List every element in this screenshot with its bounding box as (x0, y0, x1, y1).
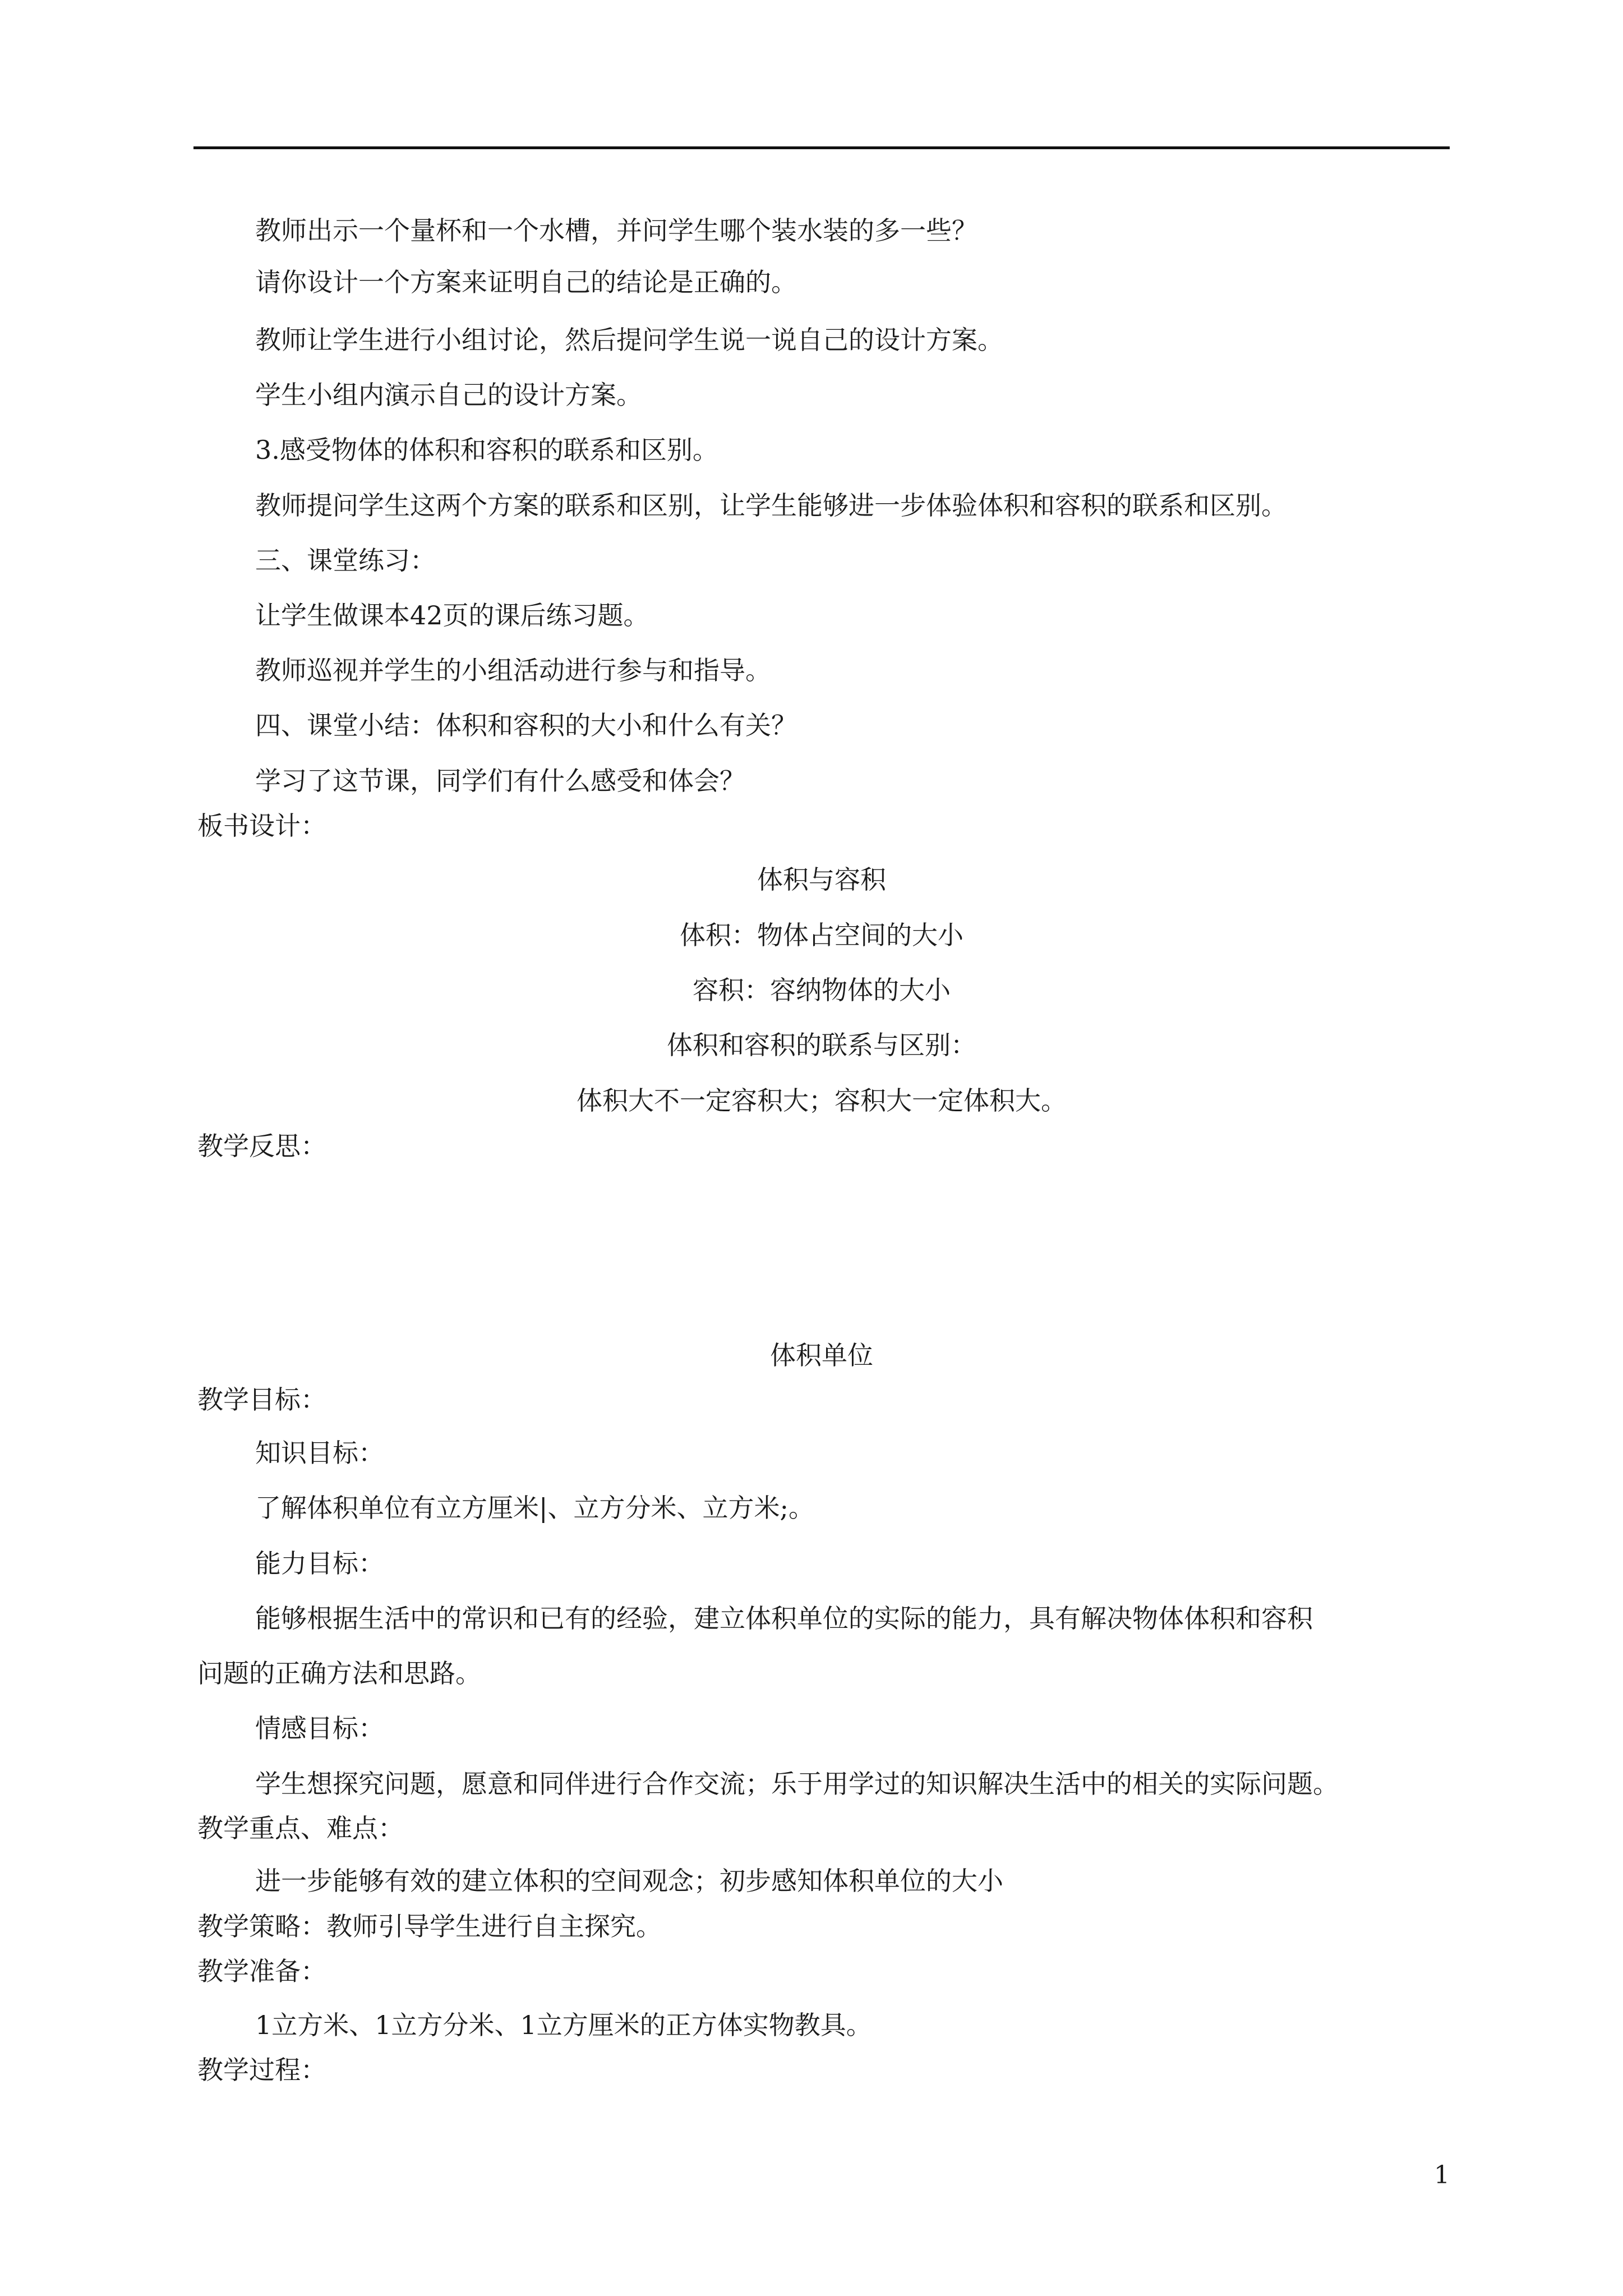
strategy-text: 教学策略：教师引导学生进行自主探究。 (197, 1911, 662, 1941)
page-number: 1 (1434, 2161, 1450, 2189)
board-title: 体积与容积 (757, 864, 886, 895)
ability-text-continued: 问题的正确方法和思路。 (197, 1658, 481, 1688)
header-rule (193, 146, 1450, 149)
paragraph: 教师巡视并学生的小组活动进行参与和指导。 (255, 655, 771, 685)
paragraph: 让学生做课本42页的课后练习题。 (255, 600, 649, 631)
paragraph: 教师让学生进行小组讨论，然后提问学生说一说自己的设计方案。 (255, 325, 1003, 355)
paragraph: 教师提问学生这两个方案的联系和区别，让学生能够进一步体验体积和容积的联系和区别。 (255, 490, 1287, 521)
section-heading: 四、课堂小结：体积和容积的大小和什么有关？ (255, 710, 797, 740)
process-label: 教学过程： (197, 2055, 326, 2085)
paragraph: 请你设计一个方案来证明自己的结论是正确的。 (255, 267, 797, 297)
paragraph: 教师出示一个量杯和一个水槽，并问学生哪个装水装的多一些？ (255, 215, 978, 246)
emotion-label: 情感目标： (255, 1713, 384, 1743)
paragraph: 3.感受物体的体积和容积的联系和区别。 (255, 435, 718, 465)
emotion-text: 学生想探究问题，愿意和同伴进行合作交流；乐于用学过的知识解决生活中的相关的实际问题。 (255, 1769, 1339, 1799)
preparation-label: 教学准备： (197, 1956, 326, 1986)
key-points-label: 教学重点、难点： (197, 1813, 404, 1843)
paragraph: 学习了这节课，同学们有什么感受和体会？ (255, 766, 745, 796)
paragraph: 学生小组内演示自己的设计方案。 (255, 380, 642, 410)
board-line: 体积：物体占空间的大小 (680, 920, 963, 950)
knowledge-label: 知识目标： (255, 1438, 384, 1468)
goals-label: 教学目标： (197, 1384, 326, 1415)
board-line: 容积：容纳物体的大小 (693, 975, 951, 1005)
ability-text: 能够根据生活中的常识和已有的经验，建立体积单位的实际的能力，具有解决物体体积和容积 (255, 1603, 1313, 1634)
knowledge-text: 了解体积单位有立方厘米|、立方分米、立方米;。 (255, 1493, 814, 1523)
key-points-text: 进一步能够有效的建立体积的空间观念；初步感知体积单位的大小 (255, 1866, 1003, 1896)
board-design-label: 板书设计： (197, 811, 326, 841)
preparation-text: 1立方米、1立方分米、1立方厘米的正方体实物教具。 (255, 2010, 872, 2040)
section-heading: 三、课堂练习： (255, 545, 436, 576)
reflection-label: 教学反思： (197, 1131, 326, 1161)
board-line: 体积大不一定容积大；容积大一定体积大。 (577, 1085, 1067, 1116)
board-line: 体积和容积的联系与区别： (667, 1030, 976, 1060)
lesson-title: 体积单位 (770, 1340, 873, 1370)
ability-label: 能力目标： (255, 1548, 384, 1579)
